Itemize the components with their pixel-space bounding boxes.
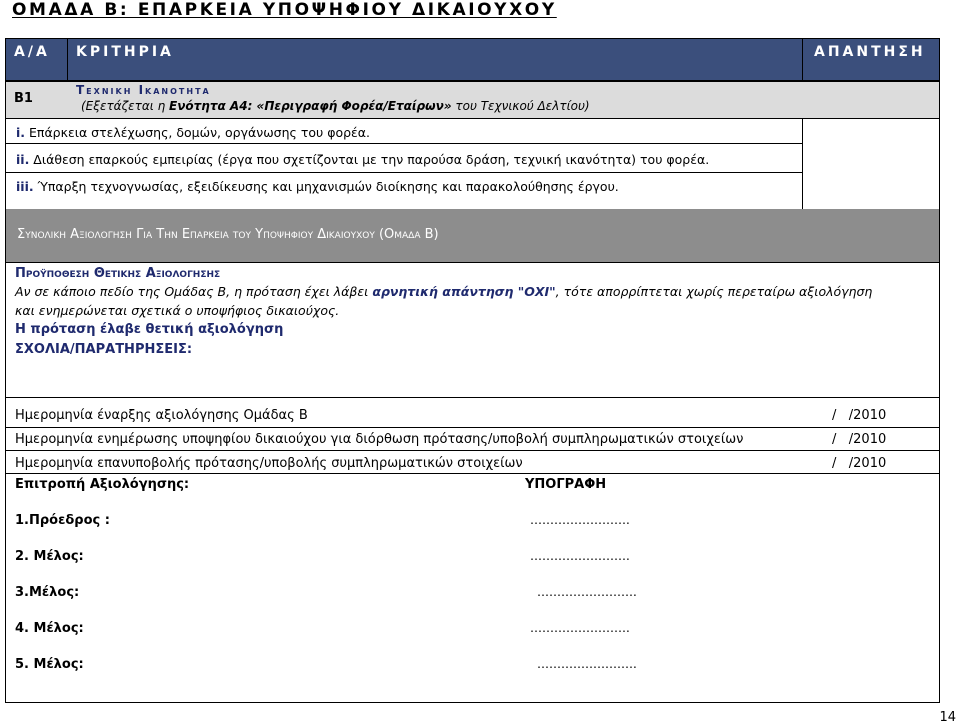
member-4-signature-line: ……………………. — [530, 621, 630, 635]
member-2-label: 2. Μέλος: — [15, 549, 84, 564]
signature-label: ΥΠΟΓΡΑΦΗ — [525, 477, 607, 492]
comments-label: ΣΧΟΛΙΑ/ΠΑΡΑΤΗΡΗΣΕΙΣ: — [15, 342, 193, 357]
evaluation-table — [5, 38, 940, 703]
date-value-resubmission: / /2010 — [832, 456, 887, 471]
criterion-item-i: i. Επάρκεια στελέχωσης, δομών, οργάνωσης του φορέα. — [16, 125, 371, 140]
b1-row — [6, 82, 939, 118]
member-3-label: 3.Μέλος: — [15, 585, 80, 600]
b1-note: (Εξετάζεται η Ενότητα Α4: «Περιγραφή Φορέα/Εταίρων» του Τεχνικού Δελτίου) — [81, 99, 590, 113]
positive-evaluation-label: Η πρόταση έλαβε θετική αξιολόγηση — [15, 322, 284, 337]
precondition-line2: και ενημερώνεται σχετικά ο υποψήφιος δικαιούχος. — [15, 303, 340, 318]
date-label-resubmission: Ημερομηνία επανυποβολής πρότασης/υποβολής συμπληρωματικών στοιχείων — [15, 456, 523, 471]
date-label-start: Ημερομηνία έναρξης αξιολόγησης Ομάδας Β — [15, 408, 308, 423]
member-5-label: 5. Μέλος: — [15, 657, 84, 672]
date-value-start: / /2010 — [832, 408, 887, 423]
b1-code: Β1 — [14, 91, 33, 106]
date-label-notification: Ημερομηνία ενημέρωσης υποψηφίου δικαιούχου για διόρθωση πρότασης/υποβολή συμπληρωματικών στοιχείων — [15, 432, 744, 447]
member-5-signature-line: ……………………. — [537, 657, 637, 671]
table-header — [6, 39, 939, 82]
date-value-notification: / /2010 — [832, 432, 887, 447]
criterion-item-ii: ii. Διάθεση επαρκούς εμπειρίας (έργα που σχετίζονται με την παρούσα δράση, τεχνική ικανότητα) του φορέα. — [16, 152, 710, 167]
b1-heading: Τεχνικη Ικανοτητα — [76, 83, 211, 97]
member-1-signature-line: ……………………. — [530, 513, 630, 527]
header-answer: ΑΠΑΝΤΗΣΗ — [814, 44, 926, 60]
precondition-line1: Αν σε κάποιο πεδίο της Ομάδας Β, η πρόταση έχει λάβει αρνητική απάντηση "ΟΧΙ", τότε απορρίπτεται χωρίς περεταίρω αξιολόγηση — [15, 284, 873, 299]
precondition-heading: Προϋποθεση Θετικης Αξιολογησης — [15, 266, 221, 281]
page-number: 14 — [939, 710, 956, 725]
member-2-signature-line: ……………………. — [530, 549, 630, 563]
member-1-label: 1.Πρόεδρος : — [15, 513, 110, 528]
header-criteria: ΚΡΙΤΗΡΙΑ — [76, 44, 174, 60]
member-4-label: 4. Μέλος: — [15, 621, 84, 636]
criterion-item-iii: iii. Ύπαρξη τεχνογνωσίας, εξειδίκευσης και μηχανισμών διοίκησης και παρακολούθησης έργου. — [16, 179, 619, 194]
committee-label: Επιτροπή Αξιολόγησης: — [15, 477, 190, 492]
member-3-signature-line: ……………………. — [537, 585, 637, 599]
summary-band: Συνολικη Αξιολογηση Για Την Επαρκεια του Υποψηφιου Δικαιουχου (Ομαδα Β) — [6, 209, 939, 262]
document-title: ΟΜΑΔΑ Β: ΕΠΑΡΚΕΙΑ ΥΠΟΨΗΦΙΟΥ ΔΙΚΑΙΟΥΧΟΥ — [12, 0, 557, 20]
header-aa: Α/Α — [14, 44, 50, 60]
